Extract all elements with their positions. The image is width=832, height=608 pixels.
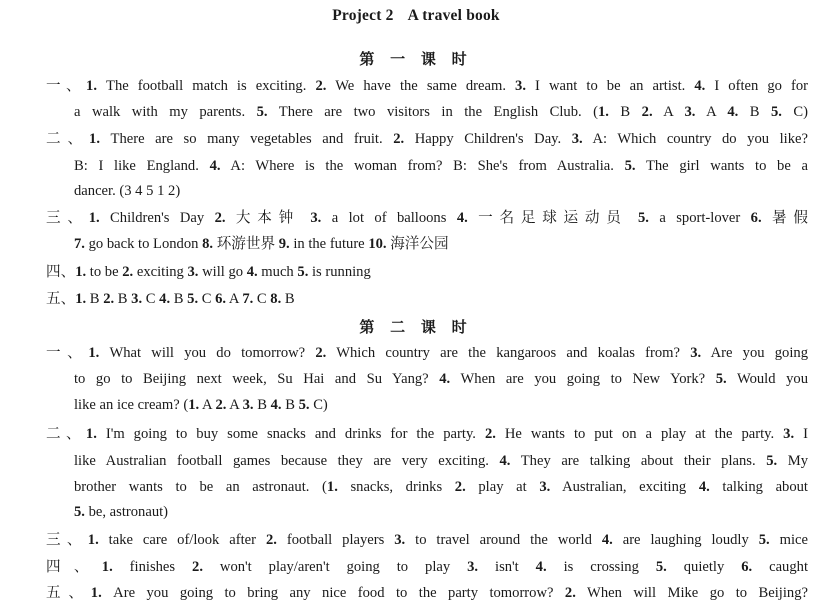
project-label: Project 2 [332, 7, 394, 24]
answer-line: 7. go back to London 8. 环游世界 9. in the future 10. 海洋公园 [74, 236, 449, 252]
answer-line: B: I like England. 4. A: Where is the woman from? B: She's from Australia. 5. The girl wants to be a [74, 158, 808, 174]
answer-line: 五、1. Are you going to bring any nice food to the party tomorrow? 2. When will Mike go to Beijing? [46, 585, 808, 601]
answer-line: to go to Beijing next week, Su Hai and Su Yang? 4. When are you going to New York? 5. Would you [74, 371, 808, 387]
answer-line: 一、1. The football match is exciting. 2. We have the same dream. 3. I want to be an artist. 4. I often go for [46, 78, 808, 94]
answer-line: like an ice cream? (1. A 2. A 3. B 4. B 5. C) [74, 397, 328, 413]
answer-line: 三、1. take care of/look after 2. football players 3. to travel around the world 4. are laughing loudly 5. mice [46, 532, 808, 548]
answer-line: 四、1. finishes 2. won't play/aren't going to play 3. isn't 4. is crossing 5. quietly 6. caught [46, 559, 808, 575]
answer-line: 二、1. I'm going to buy some snacks and drinks for the party. 2. He wants to put on a play at the party. 3. I [46, 426, 808, 442]
lesson-heading-2: 第 二 课 时 [359, 320, 473, 336]
answer-line: a walk with my parents. 5. There are two visitors in the English Club. (1. B 2. A 3. A 4. B 5. C) [74, 104, 809, 120]
answer-line: 四、1. to be 2. exciting 3. will go 4. much 5. is running [46, 264, 371, 280]
answer-line: 二、1. There are so many vegetables and fruit. 2. Happy Children's Day. 3. A: Which country do you like? [46, 131, 808, 147]
lesson-heading-1: 第 一 课 时 [359, 52, 473, 68]
project-name: A travel book [407, 7, 500, 24]
answer-line: 5. be, astronaut) [74, 504, 169, 520]
answer-line: 三、1. Children's Day 2. 大本钟 3. a lot of balloons 4. 一名足球运动员 5. a sport-lover 6. 暑假 [46, 210, 808, 226]
answer-line: brother wants to be an astronaut. (1. snacks, drinks 2. play at 3. Australian, exciting 4. talking about [74, 479, 808, 495]
answer-line: 五、1. B 2. B 3. C 4. B 5. C 6. A 7. C 8. B [46, 291, 295, 307]
answer-line: 一、1. What will you do tomorrow? 2. Which country are the kangaroos and koalas from? 3. Are you going [46, 345, 808, 361]
answer-line: dancer. (3 4 5 1 2) [74, 183, 181, 199]
page-title [0, 7, 832, 25]
answer-line: like Australian football games because they are very exciting. 4. They are talking about their plans. 5. My [74, 453, 809, 469]
